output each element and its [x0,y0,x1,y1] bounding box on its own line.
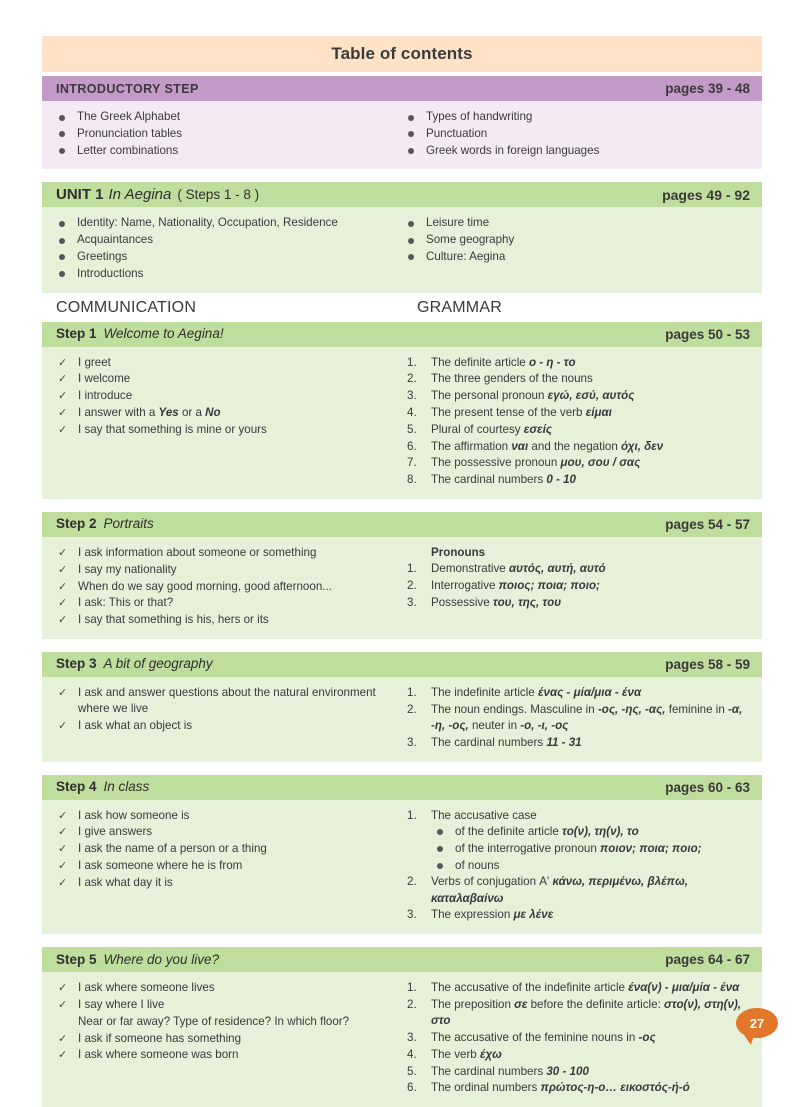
greek-term: πρώτος-η-ο… εικοστός-ή-ό [540,1081,690,1095]
greek-term: το(ν), τη(ν), το [561,824,639,838]
communication-list [56,355,394,438]
grammar-sub-list [431,824,748,874]
list-item [431,824,748,840]
greek-term: ναι [511,439,529,453]
greek-term: ο - η - το [528,355,576,369]
step-communication-column [56,808,402,892]
grammar-list [405,685,748,751]
check-icon: ✓ [58,390,68,403]
list-item [431,858,748,874]
communication-list [56,980,394,1063]
unit-right-column [402,215,748,265]
introductory-right-column [402,109,748,159]
text-run: The indefinite article [431,685,538,699]
unit-header [42,182,762,207]
greek-term: ένα(ν) - μια/μία - ένα [628,981,740,995]
list-item [405,808,748,874]
check-icon: ✓ [58,809,68,822]
list-item [405,980,748,996]
greek-term: κάνω, περιμένω, βλέπω, καταλαβαίνω [431,875,688,905]
list-item: ✓ I ask the name of a person or a thing [56,841,394,857]
list-item: Introductions [56,266,394,282]
introductory-right-list [405,109,748,159]
step-body [42,677,762,762]
introductory-left-list [56,109,394,159]
check-icon: ✓ [58,597,68,610]
bullet-dot-icon [59,271,65,277]
introductory-step-body [42,101,762,169]
item-number: 2. [407,998,417,1011]
toc-content [42,36,765,1107]
check-icon: ✓ [58,614,68,627]
greek-term: αυτός, αυτή, αυτό [508,562,606,576]
greek-term: έχω [479,1047,502,1061]
text-run: Possessive [431,595,493,609]
list-item [405,702,748,735]
step-header [42,322,762,347]
list-item: Greek words in foreign languages [405,143,748,159]
list-item: ✓ I ask how someone is [56,808,394,824]
item-number: 8. [407,473,417,487]
step-label: Step 5 [56,951,97,967]
greek-term: του, της, του [492,595,562,609]
check-icon: ✓ [58,999,68,1011]
list-item: The Greek Alphabet [56,109,394,125]
item-number: 6. [407,439,417,453]
list-item [405,578,748,594]
check-icon: ✓ [58,580,68,593]
step-header [42,652,762,677]
text-run: Demonstrative [431,562,509,576]
item-number: 1. [407,808,417,822]
item-number: 7. [407,456,417,470]
check-icon: ✓ [58,826,68,839]
unit-name: In Aegina [108,185,172,203]
check-icon: ✓ [58,1049,68,1062]
bullet-dot-icon [59,131,65,137]
text-run: I answer with a [78,405,159,419]
list-item: ✓ I say that something is his, hers or its [56,612,394,628]
bullet-dot-icon [59,238,65,244]
unit-pages: pages 49 - 92 [662,186,750,203]
text-run: The possessive pronoun [431,456,561,470]
item-number: 4. [407,1047,417,1061]
list-item [405,422,748,438]
step-body [42,537,762,639]
list-item: ✓ I greet [56,355,394,371]
list-item: ✓ I ask where someone lives [56,980,394,996]
text-run: The definite article [431,355,529,369]
item-number: 1. [407,355,417,369]
bullet-dot-icon [59,115,65,121]
bullet-dot-icon [408,148,414,154]
item-number: 3. [407,1031,417,1045]
list-item: ✓ I ask information about someone or something [56,545,394,561]
text-run: feminine in [665,702,729,716]
text-run: The preposition [431,998,515,1011]
unit-steps-range: ( Steps 1 - 8 ) [177,186,260,202]
step-name: A bit of geography [103,656,213,672]
list-item: ✓ I say that something is mine or yours [56,422,394,438]
introductory-step-title: INTRODUCTORY STEP [56,81,199,96]
list-item: Letter combinations [56,143,394,159]
list-item: Identity: Name, Nationality, Occupation, Residence [56,215,394,231]
text-run: The accusative of the feminine nouns in [431,1031,639,1045]
list-item: ✓ I ask where someone was born [56,1047,394,1063]
item-number: 3. [407,908,417,922]
bullet-dot-icon [59,148,65,154]
check-icon: ✓ [58,860,68,873]
text-run: Verbs of conjugation Α' [431,875,553,889]
step-communication-column [56,545,402,629]
list-item [56,405,394,421]
list-item [405,371,748,387]
introductory-left-column [56,109,402,159]
item-number: 1. [407,685,417,699]
list-item [405,472,748,488]
item-number: 3. [407,595,417,609]
check-icon: ✓ [58,720,68,733]
text-run: The accusative of the indefinite article [431,981,629,995]
list-item: ✓ I ask and answer questions about the natural environment where we live [58,685,376,716]
list-item: Near or far away? Type of residence? In which floor? [78,1014,350,1028]
list-item: ✓ I ask what an object is [56,718,394,734]
list-item [405,685,748,701]
greek-term: σε [514,998,528,1011]
list-item [405,355,748,371]
text-run: The cardinal numbers [431,473,547,487]
list-item: ✓ I ask: This or that? [56,595,394,611]
check-icon: ✓ [58,356,68,369]
greek-term: μου, σου / σας [560,456,641,470]
list-item: Pronunciation tables [56,126,394,142]
list-item [405,455,748,471]
greek-term: όχι, δεν [621,439,664,453]
text-run: and the negation [528,439,622,453]
communication-list [56,545,394,628]
step-label: Step 4 [56,779,97,795]
check-icon: ✓ [58,406,68,419]
step-name: Where do you live? [103,951,220,967]
list-item: ✓ I say my nationality [56,562,394,578]
greek-term: -ος [638,1031,656,1045]
list-item [431,841,748,857]
page-title-bar [42,36,762,72]
grammar-subtitle: Pronouns [431,545,486,559]
text-run: The affirmation [431,439,512,453]
item-number: 2. [407,702,417,716]
list-item: ✓ I give answers [56,824,394,840]
item-number: 1. [407,562,417,576]
list-item [405,1064,748,1080]
check-icon: ✓ [58,843,68,856]
step-header-text [56,951,219,969]
unit-left-list [56,215,394,282]
list-item: ✓ I welcome [56,371,394,387]
item-number: 5. [407,422,417,436]
bullet-dot-icon [408,254,414,260]
greek-term: ποιον; ποια; ποιο; [600,841,702,855]
text-run: The cardinal numbers [431,1064,547,1078]
list-item [405,405,748,421]
unit-body [42,207,762,292]
text-run: of the definite article [455,824,562,838]
step-header [42,512,762,537]
bullet-dot-icon [59,254,65,260]
step-grammar-column [402,808,748,925]
step-grammar-column [402,545,748,612]
greek-term: 0 - 10 [546,473,577,487]
emphasis-term: Yes [158,405,179,419]
step-header-text [56,325,224,343]
step-name: Welcome to Aegina! [103,326,224,342]
greek-term: εσείς [523,422,552,436]
bullet-dot-icon [437,846,443,852]
step-label: Step 2 [56,516,97,532]
list-item: Greetings [56,249,394,265]
list-item [405,874,748,907]
communication-column-header: COMMUNICATION [56,298,197,316]
check-icon: ✓ [58,423,68,436]
list-item: ✓ When do we say good morning, good afternoon... [56,579,394,595]
text-run: or a [178,405,206,419]
step-header-text [56,778,149,796]
step-grammar-column [402,355,748,489]
greek-term: εγώ, εσύ, αυτός [547,389,635,403]
bullet-dot-icon [408,131,414,137]
step-pages: pages 54 - 57 [665,516,750,532]
text-run: before the definite article: [527,998,665,1011]
item-number: 2. [407,875,417,889]
text-run: The personal pronoun [431,389,548,403]
text-run: The cardinal numbers [431,735,547,749]
check-icon: ✓ [58,1032,68,1045]
step-grammar-column [402,980,748,1097]
steps-container [42,322,765,1107]
list-item [405,735,748,751]
item-number: 3. [407,735,417,749]
text-run: The expression [431,908,514,922]
bullet-dot-icon [408,115,414,121]
greek-term: στο(ν), στη(ν), στο [431,998,742,1028]
check-icon: ✓ [58,686,68,699]
step-pages: pages 58 - 59 [665,656,750,672]
step-communication-column [56,685,402,735]
step-pages: pages 64 - 67 [665,952,750,968]
text-run: The verb [431,1047,480,1061]
step-label: Step 3 [56,656,97,672]
item-number: 2. [407,579,417,593]
introductory-step-header [42,76,762,101]
list-item: ✓ I say where I live [56,997,394,1013]
list-item: Punctuation [405,126,748,142]
check-icon: ✓ [58,563,68,576]
list-item: Some geography [405,232,748,248]
text-run: The accusative case [431,808,537,822]
grammar-list [405,808,748,924]
step-grammar-column [402,685,748,752]
list-item [405,439,748,455]
unit-header-text [56,186,259,204]
step-header-text [56,655,213,673]
text-run: of the interrogative pronoun [455,841,601,855]
page-number-badge [736,1008,778,1038]
item-number: 6. [407,1081,417,1095]
step-name: In class [103,779,150,795]
greek-term: ποιος; ποια; ποιο; [498,579,600,593]
introductory-step-pages: pages 39 - 48 [665,81,750,96]
list-item: ✓ I ask if someone has something [56,1031,394,1047]
greek-term: -ος, -ης, -ας, [597,702,666,716]
bullet-dot-icon [437,863,443,869]
grammar-list [405,561,748,611]
item-number: 4. [407,405,417,419]
text-run: The ordinal numbers [431,1081,541,1095]
step-body [42,347,762,499]
greek-term: είμαι [585,405,612,419]
greek-term: με λένε [513,908,554,922]
check-icon: ✓ [58,876,68,889]
text-run: Interrogative [431,579,499,593]
step-header-text [56,515,154,533]
list-item: Acquaintances [56,232,394,248]
text-run: The noun endings. Masculine in [431,702,598,716]
page-title: Table of contents [331,44,473,63]
list-item [405,1080,748,1096]
bullet-dot-icon [59,221,65,227]
text-run: Plural of courtesy [431,422,524,436]
bullet-dot-icon [408,238,414,244]
item-number: 3. [407,389,417,403]
step-header [42,947,762,972]
list-item [405,997,748,1030]
list-item: Types of handwriting [405,109,748,125]
bullet-dot-icon [408,221,414,227]
check-icon: ✓ [58,373,68,386]
list-item [405,388,748,404]
communication-list [56,808,394,891]
grammar-list [405,355,748,489]
list-item: Leisure time [405,215,748,231]
emphasis-term: No [205,405,221,419]
greek-term: -α, -η, -ος, [431,702,743,733]
greek-term: -ο, -ι, -ος [520,719,569,733]
step-label: Step 1 [56,326,97,342]
check-icon: ✓ [58,982,68,995]
step-communication-column [56,980,402,1064]
greek-term: 11 - 31 [546,735,582,749]
list-item: ✓ I introduce [56,388,394,404]
item-number: 2. [407,372,417,386]
text-run: of nouns [455,858,500,872]
step-pages: pages 60 - 63 [665,779,750,795]
list-item [405,1047,748,1063]
item-number: 5. [407,1064,417,1078]
list-item [405,1030,748,1046]
step-pages: pages 50 - 53 [665,326,750,342]
list-item: ✓ I ask what day it is [56,875,394,891]
step-header [42,775,762,800]
unit-right-list [405,215,748,265]
greek-term: 30 - 100 [546,1064,589,1078]
bullet-dot-icon [437,829,443,835]
step-communication-column [56,355,402,439]
column-headers-row [42,293,762,322]
list-item [405,595,748,611]
text-run: The present tense of the verb [431,405,586,419]
step-name: Portraits [103,516,154,532]
step-body [42,800,762,935]
list-item [405,907,748,923]
communication-list [56,685,394,734]
grammar-column-header: GRAMMAR [417,298,502,316]
list-item [405,561,748,577]
greek-term: ένας - μία/μια - ένα [537,685,642,699]
text-run: neuter in [468,719,521,733]
unit-label: UNIT 1 [56,185,104,203]
unit-left-column [56,215,402,282]
grammar-list [405,980,748,1097]
check-icon: ✓ [58,546,68,559]
text-run: The three genders of the nouns [431,372,593,386]
list-item: ✓ I ask someone where he is from [56,858,394,874]
item-number: 1. [407,981,417,995]
step-body [42,972,765,1107]
page-number: 27 [749,1015,765,1031]
list-item: Culture: Aegina [405,249,748,265]
